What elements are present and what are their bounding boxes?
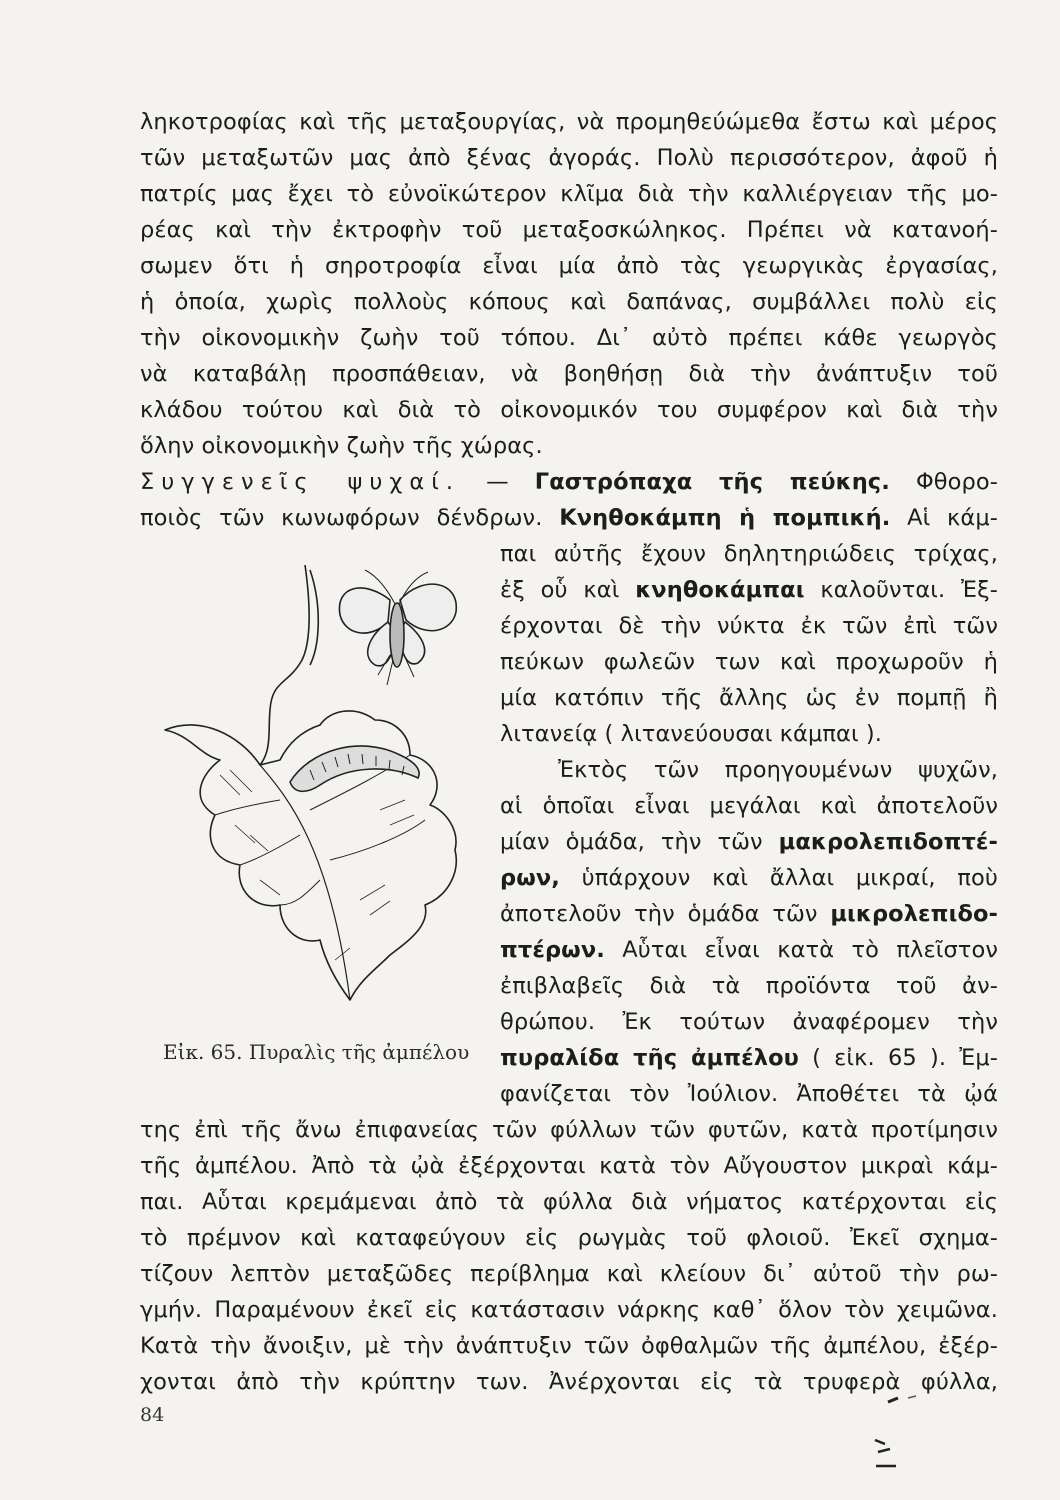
bold-term: Κνηθοκάμπη ἡ πομπική. bbox=[559, 505, 891, 531]
text-line bbox=[500, 936, 998, 964]
text-line: ληκοτροφίας καὶ τῆς μεταξουργίας, νὰ προμηθεύώμεθα ἔστω καὶ μέρος bbox=[140, 109, 998, 135]
moth bbox=[339, 570, 456, 685]
text-line bbox=[500, 828, 998, 856]
text-line: τῆς ἀμπέλου. Ἀπὸ τὰ ᾠὰ ἐξέρχονται κατὰ τὸν Αὔγουστον μικραὶ κάμ- bbox=[140, 1153, 998, 1179]
text-span: καλοῦνται. Ἐξ- bbox=[804, 577, 999, 603]
text-line: θρώπου. Ἐκ τούτων ἀναφέρομεν τὴν bbox=[500, 1009, 998, 1035]
text-line: χονται ἀπὸ τὴν κρύπτην των. Ἀνέρχονται εἰς τὰ τρυφερὰ φύλλα, bbox=[140, 1369, 998, 1395]
text-span: Αἱ κάμ- bbox=[890, 505, 998, 531]
text-line: νὰ καταβάλῃ προσπάθειαν, νὰ βοηθήσῃ διὰ τὴν ἀνάπτυξιν τοῦ bbox=[140, 361, 998, 387]
text-line: τίζουν λεπτὸν μεταξῶδες περίβλημα καὶ κλείουν δι᾽ αὐτοῦ τὴν ρω- bbox=[140, 1261, 998, 1287]
text-line bbox=[500, 1044, 998, 1072]
text-line: γμήν. Παραμένουν ἐκεῖ εἰς κατάστασιν νάρκης καθ᾽ ὅλον τὸν χειμῶνα. bbox=[140, 1297, 998, 1323]
text-span: ἐξ οὗ καὶ bbox=[500, 577, 636, 603]
text-span: ὑπάρχουν καὶ ἄλλαι μικραί, ποὺ bbox=[559, 865, 998, 891]
bold-term: πυραλίδα τῆς ἀμπέλου bbox=[500, 1045, 799, 1071]
figure-caption: Εἰκ. 65. Πυραλὶς τῆς ἀμπέλου bbox=[163, 1040, 470, 1064]
bold-term: μικρολεπιδο- bbox=[830, 901, 998, 927]
vine-moth-illustration bbox=[160, 560, 500, 1030]
scan-marks bbox=[870, 1380, 930, 1470]
text-line bbox=[140, 468, 998, 496]
bold-term: ρων, bbox=[500, 865, 560, 891]
bold-term: κνηθοκάμπαι bbox=[635, 577, 805, 603]
text-line: ἡ ὁποία, χωρὶς πολλοὺς κόπους καὶ δαπάνας, συμβάλλει πολὺ εἰς bbox=[140, 289, 998, 315]
text-line: πατρίς μας ἔχει τὸ εὐνοϊκώτερον κλῖμα διὰ τὴν καλλιέργειαν τῆς μο- bbox=[140, 181, 998, 207]
text-line: φανίζεται τὸν Ἰούλιον. Ἀποθέτει τὰ ᾠά bbox=[500, 1081, 998, 1107]
text-line: σωμεν ὅτι ἡ σηροτροφία εἶναι μία ἀπὸ τὰς γεωργικὰς ἐργασίας, bbox=[140, 253, 998, 279]
text-line: ρέας καὶ τὴν ἐκτροφὴν τοῦ μεταξοσκώληκος. Πρέπει νὰ κατανοή- bbox=[140, 217, 998, 243]
text-span: Αὗται εἶναι κατὰ τὸ πλεῖστον bbox=[604, 937, 998, 963]
text-span: ποιὸς τῶν κωνωφόρων δένδρων. bbox=[140, 505, 560, 531]
text-line: παι. Αὗται κρεμάμεναι ἀπὸ τὰ φύλλα διὰ νήματος κατέρχονται εἰς bbox=[140, 1189, 998, 1215]
text-line: τὴν οἰκονομικὴν ζωὴν τοῦ τόπου. Δι᾽ αὐτὸ πρέπει κάθε γεωργὸς bbox=[140, 325, 998, 351]
caterpillar bbox=[290, 746, 419, 791]
text-line: Ἐκτὸς τῶν προηγουμένων ψυχῶν, bbox=[558, 757, 998, 783]
text-line: έρχονται δὲ τὴν νύκτα ἐκ τῶν ἐπὶ τῶν bbox=[500, 613, 998, 639]
text-span: Φθορο- bbox=[889, 469, 998, 495]
text-line: ὅλην οἰκονομικὴν ζωὴν τῆς χώρας. bbox=[140, 433, 543, 459]
text-line: Κατὰ τὴν ἄνοιξιν, μὲ τὴν ἀνάπτυξιν τῶν ὀφθαλμῶν τῆς ἀμπέλου, ἐξέρ- bbox=[140, 1333, 998, 1359]
text-line: λιτανείᾳ ( λιτανεύουσαι κάμπαι ). bbox=[500, 721, 883, 747]
text-line bbox=[500, 576, 998, 604]
text-line bbox=[140, 504, 998, 532]
spaced-heading: Συγγενεῖς ψυχαί. bbox=[140, 469, 461, 495]
text-span: ( εἰκ. 65 ). Ἐμ- bbox=[798, 1045, 998, 1071]
text-line: ἐπιβλαβεῖς διὰ τὰ προϊόντα τοῦ ἀν- bbox=[500, 973, 998, 999]
text-line: μία κατόπιν τῆς ἄλλης ὡς ἐν πομπῇ ἢ bbox=[500, 685, 998, 711]
page-number: 84 bbox=[140, 1404, 165, 1426]
text-line: παι αὐτῆς ἔχουν δηλητηριώδεις τρίχας, bbox=[500, 541, 998, 567]
text-line bbox=[500, 864, 998, 892]
text-span: μίαν ὁμάδα, τὴν τῶν bbox=[500, 829, 779, 855]
bold-term: Γαστρόπαχα τῆς πεύκης. bbox=[534, 469, 890, 495]
text-line: πεύκων φωλεῶν των καὶ προχωροῦν ἡ bbox=[500, 649, 998, 675]
text-line: αἱ ὁποῖαι εἶναι μεγάλαι καὶ ἀποτελοῦν bbox=[500, 793, 998, 819]
text-line: τῶν μεταξωτῶν μας ἀπὸ ξένας ἀγοράς. Πολὺ περισσότερον, ἀφοῦ ἡ bbox=[140, 145, 998, 171]
text-line: τὸ πρέμνον καὶ καταφεύγουν εἰς ρωγμὰς τοῦ φλοιοῦ. Ἐκεῖ σχημα- bbox=[140, 1225, 998, 1251]
text-span: ἀποτελοῦν τὴν ὁμάδα τῶν bbox=[500, 901, 831, 927]
text-line: της ἐπὶ τῆς ἄνω ἐπιφανείας τῶν φύλλων τῶν φυτῶν, κατὰ προτίμησιν bbox=[140, 1117, 998, 1143]
text-line bbox=[500, 900, 998, 928]
bold-term: πτέρων. bbox=[500, 937, 605, 963]
dash: — bbox=[460, 469, 535, 495]
text-line: κλάδου τούτου καὶ διὰ τὸ οἰκονομικόν του συμφέρον καὶ διὰ τὴν bbox=[140, 397, 998, 423]
bold-term: μακρολεπιδοπτέ- bbox=[778, 829, 998, 855]
leaf bbox=[165, 711, 456, 1000]
